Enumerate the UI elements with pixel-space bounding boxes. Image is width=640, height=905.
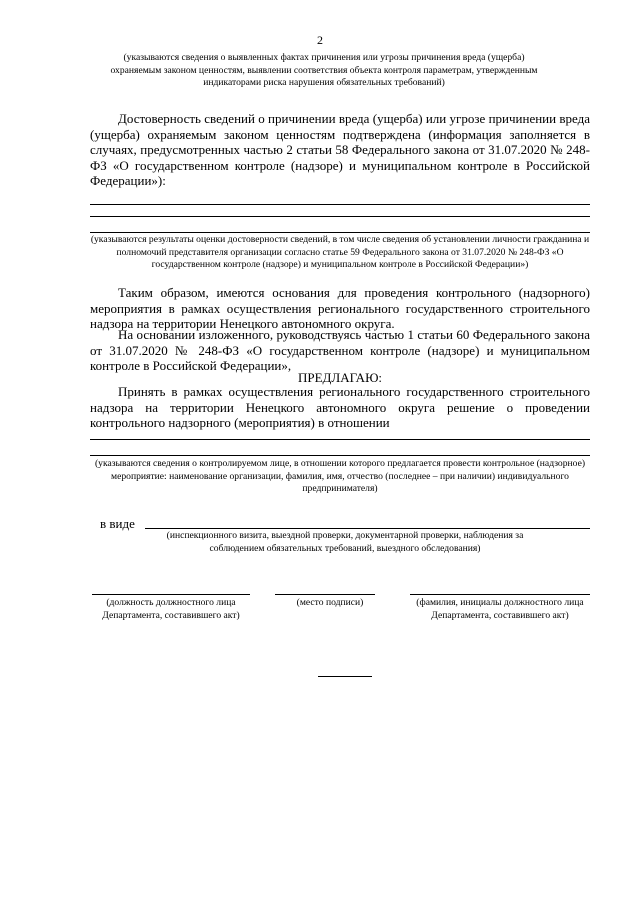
signature-line-name xyxy=(410,594,590,595)
end-divider xyxy=(318,676,372,677)
fill-line-2 xyxy=(90,216,590,217)
paragraph-reliability: Достоверность сведений о причинении вреда (ущерба) или угрозе причинении вреда (ущерба) охраняемым законом ценностям подтверждена (информация заполняется в случаях, предусмотренных частью 2 статьи 58 Федерального закона от 31.07.2020 № 248-ФЗ «О государственном контроле (надзоре) и муниципальном контроле в Российской Федерации»): xyxy=(90,111,590,189)
fill-line-5 xyxy=(90,455,590,456)
fill-line-form xyxy=(145,528,590,529)
signature-caption-name: (фамилия, инициалы должностного лица Департамента, составившего акт) xyxy=(416,597,584,621)
signature-line-place xyxy=(275,594,375,595)
paragraph-basis: На основании изложенного, руководствуясь частью 1 статьи 60 Федерального закона от 31.07.2020 № 248-ФЗ «О государственном контроле (надзоре) и муниципальном контроле в Российской Федерации», xyxy=(90,327,590,374)
paragraph-decision: Принять в рамках осуществления регионального государственного строительного надзора на территории Ненецкого автономного округа решение о проведении контрольного надзорного (мероприятия) в отношении xyxy=(90,384,590,431)
note-reliability-results: (указываются результаты оценки достоверности сведений, в том числе сведения об установлении личности гражданина и полномочий представителя организации согласно статье 59 Федерального закона от 31.07.2020 № 248-ФЗ «О государственном контроле (надзоре) и муниципальном контроле в Российской Федерации») xyxy=(90,234,590,270)
in-form-label: в виде xyxy=(100,516,135,531)
note-event-types: (инспекционного визита, выездной проверки, документарной проверки, наблюдения за соблюдением обязательных требований, выездного обследования) xyxy=(166,530,524,554)
signature-caption-place: (место подписи) xyxy=(296,597,364,608)
heading-propose: ПРЕДЛАГАЮ: xyxy=(297,370,383,385)
page-number: 2 xyxy=(317,33,323,47)
note-controlled-person: (указываются сведения о контролируемом лице, в отношении которого предлагается провести контрольное (надзорное) мероприятие: наименование организации, фамилия, имя, отчество (последнее – при наличии) индивидуального предпринимателя) xyxy=(94,458,586,494)
note-harm-facts: (указываются сведения о выявленных фактах причинения или угрозы причинения вреда (ущерба) охраняемым законом ценностям, выявлении соответствия объекта контроля параметрам, утвержденным индикаторами риска нарушения обязательных требований) xyxy=(110,52,538,88)
fill-line-1 xyxy=(90,204,590,205)
fill-line-4 xyxy=(90,439,590,440)
signature-line-position xyxy=(92,594,250,595)
paragraph-grounds: Таким образом, имеются основания для проведения контрольного (надзорного) мероприятия в рамках осуществления регионального государственного строительного надзора на территории Ненецкого автономного округа. xyxy=(90,285,590,332)
fill-line-3 xyxy=(90,232,590,233)
signature-caption-position: (должность должностного лица Департамента, составившего акт) xyxy=(102,597,240,621)
